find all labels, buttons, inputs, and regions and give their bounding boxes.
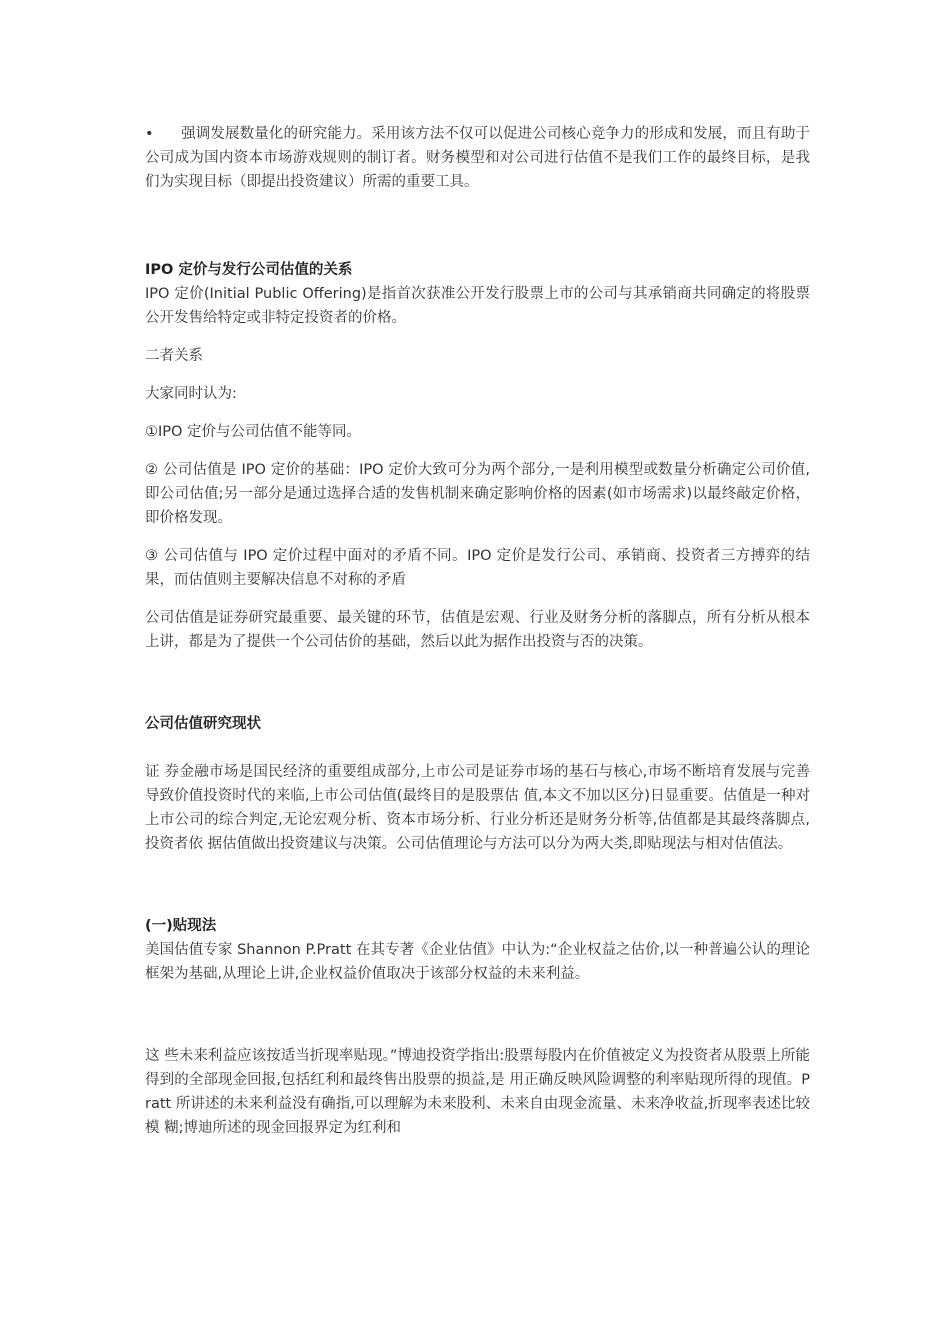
summary-paragraph: 公司估值是证券研究最重要、最关键的环节，估值是宏观、行业及财务分析的落脚点，所有分析从根本上讲，都是为了提供一个公司估价的基础，然后以此为据作出投资与否的决策。	[145, 610, 810, 650]
consensus-label: 大家同时认为:	[145, 386, 237, 402]
bullet-paragraph	[145, 122, 810, 194]
relation-label: 二者关系	[145, 348, 203, 364]
point-2-paragraph: ② 公司估值是 IPO 定价的基础：IPO 定价大致可分为两个部分,一是利用模型或数量分析确定公司价值,即公司估值;另一部分是通过选择合适的发售机制来确定影响价格的因素(如市场需求)以最终敲定价格，即价格发现。	[145, 462, 810, 526]
section-heading-valuation-status: 公司估值研究现状	[145, 716, 261, 732]
discount-method-paragraph-1: 美国估值专家 Shannon P.Pratt 在其专著《企业估值》中认为:“企业权益之估价,以一种普遍公认的理论框架为基础,从理论上讲,企业权益价值取决于该部分权益的未来利益。	[145, 942, 810, 982]
bullet-icon: •	[145, 126, 154, 142]
discount-method-paragraph-2: 这 些未来利益应该按适当折现率贴现。”博迪投资学指出:股票每股内在价值被定义为投资者从股票上所能得到的全部现金回报,包括红利和最终售出股票的损益,是 用正确反映风险调整的利率贴现所得的现值。Pratt 所讲述的未来利益没有确指,可以理解为未来股利、未来自由现金流量、未来净收益,折现率表述比较模 糊;博迪所述的现金回报界定为红利和	[145, 1048, 810, 1136]
point-3-paragraph: ③ 公司估值与 IPO 定价过程中面对的矛盾不同。IPO 定价是发行公司、承销商、投资者三方搏弈的结果，而估值则主要解决信息不对称的矛盾	[145, 548, 810, 588]
point-1-paragraph: ①IPO 定价与公司估值不能等同。	[145, 424, 362, 440]
section-heading-ipo-pricing: IPO 定价与发行公司估值的关系	[145, 262, 353, 278]
valuation-status-paragraph: 证 券金融市场是国民经济的重要组成部分,上市公司是证券市场的基石与核心,市场不断培育发展与完善导致价值投资时代的来临,上市公司估值(最终目的是股票估 值,本文不加以区分)日显重要。估值是一种对上市公司的综合判定,无论宏观分析、资本市场分析、行业分析还是财务分析等,估值都是其最终落脚点,投资者依 据估值做出投资建议与决策。公司估值理论与方法可以分为两大类,即贴现法与相对估值法。	[145, 764, 810, 852]
document-page	[145, 122, 810, 1140]
ipo-intro-paragraph: IPO 定价(Initial Public Offering)是指首次获准公开发行股票上市的公司与其承销商共同确定的将股票公开发售给特定或非特定投资者的价格。	[145, 286, 810, 326]
bullet-text: 强调发展数量化的研究能力。采用该方法不仅可以促进公司核心竞争力的形成和发展，而且有助于公司成为国内资本市场游戏规则的制订者。财务模型和对公司进行估值不是我们工作的最终目标，是我们为实现目标（即提出投资建议）所需的重要工具。	[145, 126, 810, 190]
section-heading-discount-method: (一)贴现法	[145, 918, 217, 934]
